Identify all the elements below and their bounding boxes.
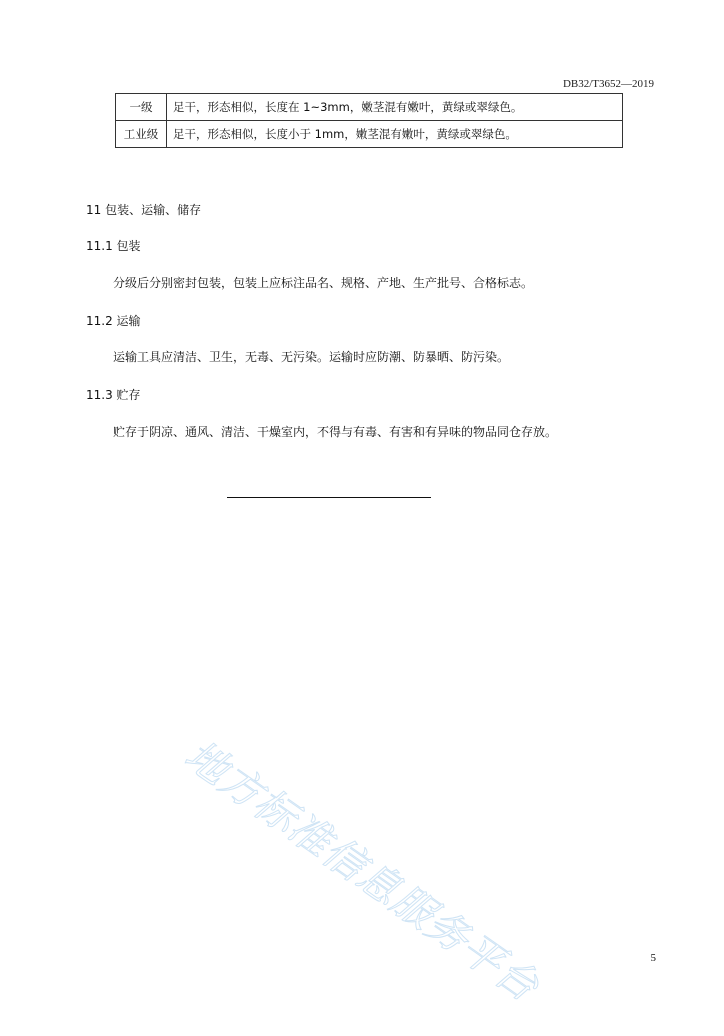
subsection-heading-storage: 11.3 贮存 bbox=[86, 388, 141, 402]
table-row bbox=[116, 121, 623, 148]
description-cell: 足干，形态相似，长度在 1~3mm，嫩茎混有嫩叶，黄绿或翠绿色。 bbox=[167, 94, 623, 121]
table-row bbox=[116, 94, 623, 121]
storage-paragraph: 贮存于阴凉、通风、清洁、干燥室内，不得与有毒、有害和有异味的物品同仓存放。 bbox=[113, 425, 558, 439]
subsection-heading-transport: 11.2 运输 bbox=[86, 314, 141, 328]
description-cell: 足干，形态相似，长度小于 1mm，嫩茎混有嫩叶，黄绿或翠绿色。 bbox=[167, 121, 623, 148]
subsection-heading-packaging: 11.1 包装 bbox=[86, 239, 141, 253]
transport-paragraph: 运输工具应清洁、卫生，无毒、无污染。运输时应防潮、防暴晒、防污染。 bbox=[113, 350, 510, 364]
packaging-paragraph: 分级后分别密封包装，包装上应标注品名、规格、产地、生产批号、合格标志。 bbox=[113, 276, 534, 290]
grade-cell: 一级 bbox=[116, 94, 167, 121]
page-number: 5 bbox=[650, 952, 656, 964]
section-heading: 11 包装、运输、储存 bbox=[86, 203, 202, 217]
grade-table bbox=[115, 93, 623, 148]
watermark: 地方标准信息服务平台 bbox=[176, 730, 548, 1011]
standard-code: DB32/T3652—2019 bbox=[562, 78, 654, 90]
end-rule bbox=[227, 497, 431, 498]
grade-cell: 工业级 bbox=[116, 121, 167, 148]
